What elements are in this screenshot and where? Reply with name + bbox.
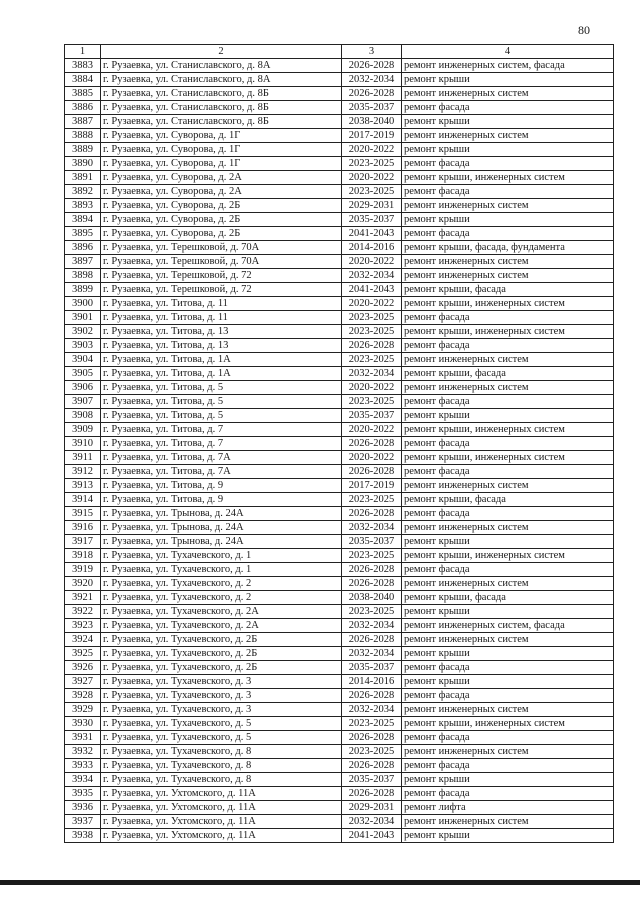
period-cell: 2035-2037 [342, 773, 402, 787]
table-row [65, 549, 614, 563]
address-cell: г. Рузаевка, ул. Титова, д. 5 [101, 409, 342, 423]
address-cell: г. Рузаевка, ул. Суворова, д. 2А [101, 171, 342, 185]
work-type-cell: ремонт фасада [402, 185, 614, 199]
work-type-cell: ремонт инженерных систем [402, 353, 614, 367]
address-cell: г. Рузаевка, ул. Титова, д. 13 [101, 339, 342, 353]
table-row [65, 801, 614, 815]
work-type-cell: ремонт инженерных систем [402, 745, 614, 759]
address-cell: г. Рузаевка, ул. Ухтомского, д. 11А [101, 801, 342, 815]
address-cell: г. Рузаевка, ул. Ухтомского, д. 11А [101, 815, 342, 829]
address-cell: г. Рузаевка, ул. Титова, д. 9 [101, 493, 342, 507]
work-type-cell: ремонт крыши [402, 115, 614, 129]
period-cell: 2020-2022 [342, 297, 402, 311]
row-number-cell: 3928 [65, 689, 101, 703]
row-number-cell: 3888 [65, 129, 101, 143]
table-row [65, 241, 614, 255]
address-cell: г. Рузаевка, ул. Тухачевского, д. 1 [101, 563, 342, 577]
work-type-cell: ремонт фасада [402, 101, 614, 115]
row-number-cell: 3924 [65, 633, 101, 647]
period-cell: 2026-2028 [342, 563, 402, 577]
period-cell: 2023-2025 [342, 311, 402, 325]
row-number-cell: 3889 [65, 143, 101, 157]
table-row [65, 73, 614, 87]
work-type-cell: ремонт инженерных систем [402, 633, 614, 647]
row-number-cell: 3906 [65, 381, 101, 395]
table-row [65, 703, 614, 717]
row-number-cell: 3918 [65, 549, 101, 563]
work-type-cell: ремонт инженерных систем [402, 521, 614, 535]
row-number-cell: 3938 [65, 829, 101, 843]
row-number-cell: 3883 [65, 59, 101, 73]
work-type-cell: ремонт фасада [402, 507, 614, 521]
period-cell: 2026-2028 [342, 507, 402, 521]
address-cell: г. Рузаевка, ул. Трынова, д. 24А [101, 507, 342, 521]
period-cell: 2023-2025 [342, 605, 402, 619]
row-number-cell: 3894 [65, 213, 101, 227]
work-type-cell: ремонт крыши, инженерных систем [402, 171, 614, 185]
row-number-cell: 3916 [65, 521, 101, 535]
table-row [65, 521, 614, 535]
table-row [65, 283, 614, 297]
table-row [65, 227, 614, 241]
table-row [65, 787, 614, 801]
work-type-cell: ремонт инженерных систем, фасада [402, 619, 614, 633]
period-cell: 2032-2034 [342, 647, 402, 661]
row-number-cell: 3904 [65, 353, 101, 367]
table-row [65, 269, 614, 283]
row-number-cell: 3911 [65, 451, 101, 465]
row-number-cell: 3914 [65, 493, 101, 507]
table-row [65, 507, 614, 521]
work-type-cell: ремонт крыши [402, 535, 614, 549]
column-header: 3 [342, 45, 402, 59]
address-cell: г. Рузаевка, ул. Титова, д. 7А [101, 451, 342, 465]
row-number-cell: 3932 [65, 745, 101, 759]
work-type-cell: ремонт крыши, инженерных систем [402, 297, 614, 311]
address-cell: г. Рузаевка, ул. Тухачевского, д. 1 [101, 549, 342, 563]
row-number-cell: 3934 [65, 773, 101, 787]
work-type-cell: ремонт фасада [402, 227, 614, 241]
address-cell: г. Рузаевка, ул. Титова, д. 9 [101, 479, 342, 493]
address-cell: г. Рузаевка, ул. Терешковой, д. 70А [101, 241, 342, 255]
row-number-cell: 3895 [65, 227, 101, 241]
period-cell: 2041-2043 [342, 829, 402, 843]
period-cell: 2023-2025 [342, 395, 402, 409]
address-cell: г. Рузаевка, ул. Тухачевского, д. 2Б [101, 647, 342, 661]
address-cell: г. Рузаевка, ул. Суворова, д. 1Г [101, 129, 342, 143]
address-cell: г. Рузаевка, ул. Тухачевского, д. 2А [101, 619, 342, 633]
table-row [65, 115, 614, 129]
period-cell: 2023-2025 [342, 549, 402, 563]
work-type-cell: ремонт лифта [402, 801, 614, 815]
address-cell: г. Рузаевка, ул. Суворова, д. 2А [101, 185, 342, 199]
table-row [65, 591, 614, 605]
table-row [65, 325, 614, 339]
table-row [65, 143, 614, 157]
period-cell: 2026-2028 [342, 689, 402, 703]
table-row [65, 563, 614, 577]
row-number-cell: 3892 [65, 185, 101, 199]
work-type-cell: ремонт фасада [402, 759, 614, 773]
table-row [65, 745, 614, 759]
period-cell: 2023-2025 [342, 157, 402, 171]
table-row [65, 731, 614, 745]
address-cell: г. Рузаевка, ул. Тухачевского, д. 8 [101, 759, 342, 773]
work-type-cell: ремонт фасада [402, 787, 614, 801]
row-number-cell: 3937 [65, 815, 101, 829]
row-number-cell: 3896 [65, 241, 101, 255]
column-header: 1 [65, 45, 101, 59]
period-cell: 2038-2040 [342, 591, 402, 605]
row-number-cell: 3890 [65, 157, 101, 171]
table-row [65, 311, 614, 325]
work-type-cell: ремонт инженерных систем [402, 87, 614, 101]
period-cell: 2026-2028 [342, 759, 402, 773]
period-cell: 2026-2028 [342, 731, 402, 745]
address-cell: г. Рузаевка, ул. Станиславского, д. 8А [101, 73, 342, 87]
table-header-row [65, 45, 614, 59]
address-cell: г. Рузаевка, ул. Станиславского, д. 8Б [101, 87, 342, 101]
work-type-cell: ремонт фасада [402, 437, 614, 451]
work-type-cell: ремонт крыши [402, 143, 614, 157]
period-cell: 2023-2025 [342, 185, 402, 199]
work-type-cell: ремонт крыши [402, 605, 614, 619]
work-type-cell: ремонт крыши, фасада [402, 591, 614, 605]
work-type-cell: ремонт крыши, инженерных систем [402, 717, 614, 731]
row-number-cell: 3900 [65, 297, 101, 311]
work-type-cell: ремонт фасада [402, 661, 614, 675]
work-type-cell: ремонт фасада [402, 465, 614, 479]
row-number-cell: 3935 [65, 787, 101, 801]
page-number: 80 [578, 23, 590, 37]
row-number-cell: 3903 [65, 339, 101, 353]
address-cell: г. Рузаевка, ул. Ухтомского, д. 11А [101, 829, 342, 843]
address-cell: г. Рузаевка, ул. Тухачевского, д. 3 [101, 689, 342, 703]
table-row [65, 213, 614, 227]
work-type-cell: ремонт крыши, фасада [402, 493, 614, 507]
bottom-scan-bar [0, 880, 640, 885]
table-row [65, 423, 614, 437]
work-type-cell: ремонт инженерных систем [402, 815, 614, 829]
row-number-cell: 3933 [65, 759, 101, 773]
work-type-cell: ремонт инженерных систем [402, 479, 614, 493]
period-cell: 2032-2034 [342, 73, 402, 87]
table-row [65, 395, 614, 409]
table-row [65, 829, 614, 843]
row-number-cell: 3886 [65, 101, 101, 115]
address-cell: г. Рузаевка, ул. Титова, д. 11 [101, 297, 342, 311]
address-cell: г. Рузаевка, ул. Суворова, д. 2Б [101, 213, 342, 227]
row-number-cell: 3921 [65, 591, 101, 605]
work-type-cell: ремонт крыши [402, 213, 614, 227]
address-cell: г. Рузаевка, ул. Титова, д. 7 [101, 423, 342, 437]
address-cell: г. Рузаевка, ул. Трынова, д. 24А [101, 521, 342, 535]
period-cell: 2023-2025 [342, 717, 402, 731]
period-cell: 2026-2028 [342, 577, 402, 591]
address-cell: г. Рузаевка, ул. Титова, д. 7А [101, 465, 342, 479]
table-row [65, 297, 614, 311]
address-cell: г. Рузаевка, ул. Суворова, д. 1Г [101, 143, 342, 157]
work-type-cell: ремонт крыши, инженерных систем [402, 549, 614, 563]
address-cell: г. Рузаевка, ул. Тухачевского, д. 2Б [101, 661, 342, 675]
address-cell: г. Рузаевка, ул. Тухачевского, д. 5 [101, 731, 342, 745]
table-row [65, 493, 614, 507]
row-number-cell: 3931 [65, 731, 101, 745]
period-cell: 2032-2034 [342, 269, 402, 283]
address-cell: г. Рузаевка, ул. Тухачевского, д. 2 [101, 591, 342, 605]
address-cell: г. Рузаевка, ул. Титова, д. 5 [101, 381, 342, 395]
address-cell: г. Рузаевка, ул. Терешковой, д. 70А [101, 255, 342, 269]
table-row [65, 185, 614, 199]
table-row [65, 409, 614, 423]
table-body [65, 59, 614, 843]
work-type-cell: ремонт инженерных систем, фасада [402, 59, 614, 73]
row-number-cell: 3902 [65, 325, 101, 339]
period-cell: 2026-2028 [342, 59, 402, 73]
work-type-cell: ремонт инженерных систем [402, 199, 614, 213]
address-cell: г. Рузаевка, ул. Тухачевского, д. 2А [101, 605, 342, 619]
table-row [65, 815, 614, 829]
period-cell: 2035-2037 [342, 213, 402, 227]
address-cell: г. Рузаевка, ул. Станиславского, д. 8Б [101, 115, 342, 129]
row-number-cell: 3913 [65, 479, 101, 493]
period-cell: 2026-2028 [342, 787, 402, 801]
row-number-cell: 3887 [65, 115, 101, 129]
work-type-cell: ремонт крыши, инженерных систем [402, 423, 614, 437]
period-cell: 2017-2019 [342, 479, 402, 493]
table-row [65, 339, 614, 353]
row-number-cell: 3926 [65, 661, 101, 675]
period-cell: 2032-2034 [342, 703, 402, 717]
address-cell: г. Рузаевка, ул. Тухачевского, д. 5 [101, 717, 342, 731]
table-row [65, 381, 614, 395]
table-row [65, 577, 614, 591]
address-cell: г. Рузаевка, ул. Суворова, д. 1Г [101, 157, 342, 171]
row-number-cell: 3915 [65, 507, 101, 521]
period-cell: 2014-2016 [342, 241, 402, 255]
table-row [65, 689, 614, 703]
period-cell: 2038-2040 [342, 115, 402, 129]
work-type-cell: ремонт инженерных систем [402, 255, 614, 269]
work-type-cell: ремонт фасада [402, 311, 614, 325]
row-number-cell: 3930 [65, 717, 101, 731]
table-row [65, 633, 614, 647]
column-header: 4 [402, 45, 614, 59]
period-cell: 2035-2037 [342, 101, 402, 115]
table-row [65, 199, 614, 213]
row-number-cell: 3909 [65, 423, 101, 437]
row-number-cell: 3885 [65, 87, 101, 101]
row-number-cell: 3907 [65, 395, 101, 409]
address-cell: г. Рузаевка, ул. Суворова, д. 2Б [101, 199, 342, 213]
table-row [65, 759, 614, 773]
table-row [65, 157, 614, 171]
period-cell: 2023-2025 [342, 493, 402, 507]
work-type-cell: ремонт инженерных систем [402, 381, 614, 395]
period-cell: 2041-2043 [342, 283, 402, 297]
work-type-cell: ремонт крыши [402, 647, 614, 661]
column-header: 2 [101, 45, 342, 59]
period-cell: 2032-2034 [342, 619, 402, 633]
row-number-cell: 3917 [65, 535, 101, 549]
address-cell: г. Рузаевка, ул. Титова, д. 7 [101, 437, 342, 451]
work-type-cell: ремонт крыши [402, 829, 614, 843]
row-number-cell: 3912 [65, 465, 101, 479]
table-row [65, 129, 614, 143]
work-type-cell: ремонт крыши, фасада [402, 283, 614, 297]
period-cell: 2041-2043 [342, 227, 402, 241]
period-cell: 2035-2037 [342, 409, 402, 423]
work-type-cell: ремонт крыши, инженерных систем [402, 451, 614, 465]
table-row [65, 255, 614, 269]
work-type-cell: ремонт фасада [402, 563, 614, 577]
address-cell: г. Рузаевка, ул. Станиславского, д. 8Б [101, 101, 342, 115]
period-cell: 2029-2031 [342, 801, 402, 815]
work-type-cell: ремонт фасада [402, 689, 614, 703]
period-cell: 2023-2025 [342, 325, 402, 339]
work-type-cell: ремонт крыши, фасада [402, 367, 614, 381]
address-cell: г. Рузаевка, ул. Трынова, д. 24А [101, 535, 342, 549]
work-type-cell: ремонт фасада [402, 157, 614, 171]
period-cell: 2020-2022 [342, 381, 402, 395]
work-type-cell: ремонт крыши [402, 409, 614, 423]
address-cell: г. Рузаевка, ул. Титова, д. 1А [101, 353, 342, 367]
work-type-cell: ремонт фасада [402, 731, 614, 745]
registry-table [64, 44, 614, 843]
row-number-cell: 3920 [65, 577, 101, 591]
address-cell: г. Рузаевка, ул. Тухачевского, д. 3 [101, 675, 342, 689]
table-row [65, 605, 614, 619]
work-type-cell: ремонт крыши [402, 73, 614, 87]
row-number-cell: 3901 [65, 311, 101, 325]
work-type-cell: ремонт крыши, инженерных систем [402, 325, 614, 339]
table-row [65, 619, 614, 633]
work-type-cell: ремонт фасада [402, 339, 614, 353]
address-cell: г. Рузаевка, ул. Тухачевского, д. 3 [101, 703, 342, 717]
address-cell: г. Рузаевка, ул. Станиславского, д. 8А [101, 59, 342, 73]
period-cell: 2023-2025 [342, 353, 402, 367]
table-row [65, 367, 614, 381]
row-number-cell: 3905 [65, 367, 101, 381]
period-cell: 2020-2022 [342, 451, 402, 465]
row-number-cell: 3893 [65, 199, 101, 213]
work-type-cell: ремонт крыши [402, 675, 614, 689]
row-number-cell: 3927 [65, 675, 101, 689]
work-type-cell: ремонт фасада [402, 395, 614, 409]
row-number-cell: 3923 [65, 619, 101, 633]
address-cell: г. Рузаевка, ул. Тухачевского, д. 8 [101, 773, 342, 787]
address-cell: г. Рузаевка, ул. Титова, д. 11 [101, 311, 342, 325]
row-number-cell: 3922 [65, 605, 101, 619]
table-row [65, 451, 614, 465]
row-number-cell: 3884 [65, 73, 101, 87]
row-number-cell: 3910 [65, 437, 101, 451]
table-row [65, 59, 614, 73]
address-cell: г. Рузаевка, ул. Ухтомского, д. 11А [101, 787, 342, 801]
work-type-cell: ремонт инженерных систем [402, 577, 614, 591]
address-cell: г. Рузаевка, ул. Терешковой, д. 72 [101, 269, 342, 283]
table-row [65, 101, 614, 115]
table-row [65, 479, 614, 493]
address-cell: г. Рузаевка, ул. Терешковой, д. 72 [101, 283, 342, 297]
period-cell: 2020-2022 [342, 171, 402, 185]
period-cell: 2014-2016 [342, 675, 402, 689]
table-row [65, 535, 614, 549]
period-cell: 2032-2034 [342, 367, 402, 381]
row-number-cell: 3891 [65, 171, 101, 185]
period-cell: 2029-2031 [342, 199, 402, 213]
address-cell: г. Рузаевка, ул. Титова, д. 5 [101, 395, 342, 409]
table-row [65, 353, 614, 367]
period-cell: 2020-2022 [342, 423, 402, 437]
row-number-cell: 3919 [65, 563, 101, 577]
table-row [65, 437, 614, 451]
work-type-cell: ремонт инженерных систем [402, 703, 614, 717]
period-cell: 2026-2028 [342, 465, 402, 479]
row-number-cell: 3897 [65, 255, 101, 269]
table-row [65, 717, 614, 731]
work-type-cell: ремонт крыши [402, 773, 614, 787]
table-row [65, 773, 614, 787]
period-cell: 2017-2019 [342, 129, 402, 143]
period-cell: 2032-2034 [342, 521, 402, 535]
table-row [65, 647, 614, 661]
row-number-cell: 3936 [65, 801, 101, 815]
row-number-cell: 3898 [65, 269, 101, 283]
period-cell: 2035-2037 [342, 535, 402, 549]
row-number-cell: 3929 [65, 703, 101, 717]
table-row [65, 465, 614, 479]
work-type-cell: ремонт инженерных систем [402, 269, 614, 283]
row-number-cell: 3899 [65, 283, 101, 297]
address-cell: г. Рузаевка, ул. Титова, д. 13 [101, 325, 342, 339]
row-number-cell: 3925 [65, 647, 101, 661]
period-cell: 2020-2022 [342, 143, 402, 157]
period-cell: 2026-2028 [342, 633, 402, 647]
period-cell: 2023-2025 [342, 745, 402, 759]
table-row [65, 661, 614, 675]
table-row [65, 87, 614, 101]
table-row [65, 675, 614, 689]
period-cell: 2035-2037 [342, 661, 402, 675]
address-cell: г. Рузаевка, ул. Титова, д. 1А [101, 367, 342, 381]
address-cell: г. Рузаевка, ул. Тухачевского, д. 2Б [101, 633, 342, 647]
period-cell: 2026-2028 [342, 87, 402, 101]
period-cell: 2020-2022 [342, 255, 402, 269]
address-cell: г. Рузаевка, ул. Тухачевского, д. 2 [101, 577, 342, 591]
period-cell: 2026-2028 [342, 437, 402, 451]
table-row [65, 171, 614, 185]
row-number-cell: 3908 [65, 409, 101, 423]
work-type-cell: ремонт крыши, фасада, фундамента [402, 241, 614, 255]
period-cell: 2032-2034 [342, 815, 402, 829]
address-cell: г. Рузаевка, ул. Тухачевского, д. 8 [101, 745, 342, 759]
work-type-cell: ремонт инженерных систем [402, 129, 614, 143]
address-cell: г. Рузаевка, ул. Суворова, д. 2Б [101, 227, 342, 241]
period-cell: 2026-2028 [342, 339, 402, 353]
